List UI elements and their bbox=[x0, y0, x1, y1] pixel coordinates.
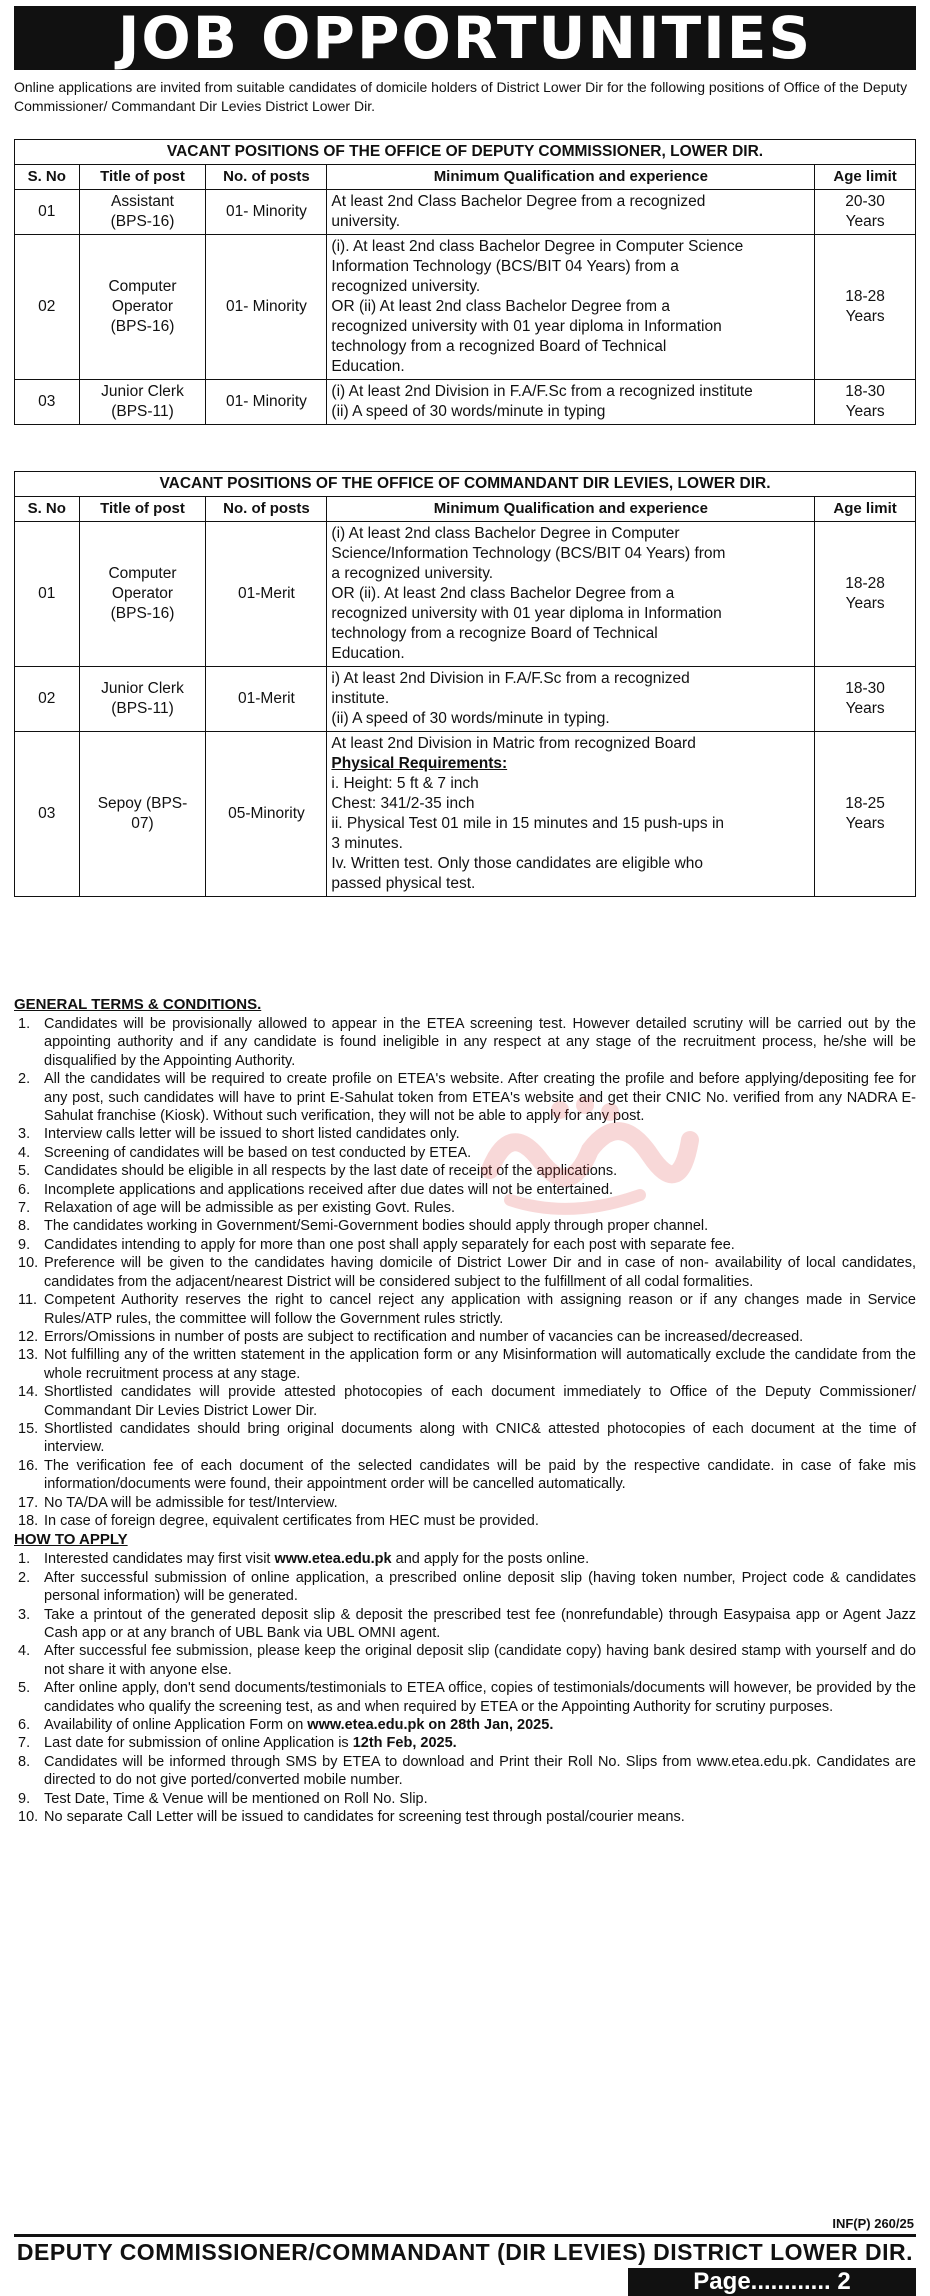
header-qualification: Minimum Qualification and experience bbox=[327, 165, 815, 190]
term-number: 17. bbox=[18, 1494, 39, 1511]
title-line: Junior Clerk bbox=[101, 680, 184, 697]
term-text: Interview calls letter will be issued to short listed candidates only. bbox=[44, 1126, 460, 1143]
term-number: 10. bbox=[18, 1255, 39, 1272]
qual-line: OR (ii). At least 2nd class Bachelor Degree from a bbox=[331, 585, 675, 602]
cell-qualification bbox=[327, 732, 815, 897]
term-item bbox=[14, 1254, 916, 1291]
title-line: Computer bbox=[108, 565, 177, 582]
term-number: 16. bbox=[18, 1457, 39, 1474]
header-title: Title of post bbox=[79, 165, 206, 190]
cell-sno: 02 bbox=[15, 667, 80, 732]
term-text: The candidates working in Government/Semi-Government bodies should apply through proper channel. bbox=[44, 1218, 709, 1235]
howto-text: and apply for the posts online. bbox=[391, 1551, 590, 1568]
term-text: No TA/DA will be admissible for test/Interview. bbox=[44, 1494, 338, 1511]
inf-code: INF(P) 260/25 bbox=[832, 2216, 914, 2231]
howto-number: 8. bbox=[18, 1753, 31, 1770]
howto-heading: HOW TO APPLY bbox=[14, 1531, 128, 1549]
howto-text: Interested candidates may first visit bbox=[44, 1551, 275, 1568]
cell-posts: 05-Minority bbox=[206, 732, 327, 897]
qual-line: Information Technology (BCS/BIT 04 Years) from a bbox=[331, 258, 679, 275]
howto-item bbox=[14, 1808, 916, 1826]
title-line: Computer bbox=[108, 278, 177, 295]
qual-line: a recognized university. bbox=[331, 565, 494, 582]
intro-paragraph: Online applications are invited from suitable candidates of domicile holders of District Lower Dir for the following positions of Office of the Deputy Commissioner/ Commandant Dir Levies District Lower Dir. bbox=[14, 79, 908, 114]
howto-number: 6. bbox=[18, 1717, 31, 1734]
table-row bbox=[15, 190, 916, 235]
term-item bbox=[14, 1015, 916, 1070]
howto-item bbox=[14, 1550, 916, 1568]
section-heading: VACANT POSITIONS OF THE OFFICE OF COMMANDANT DIR LEVIES, LOWER DIR. bbox=[15, 472, 916, 497]
cell-sno: 03 bbox=[15, 380, 80, 425]
qual-line: recognized university with 01 year diploma in Information bbox=[331, 318, 722, 335]
age-line: Years bbox=[845, 595, 885, 612]
qual-line: i) At least 2nd Division in F.A/F.Sc from a recognized bbox=[331, 670, 690, 687]
qual-line: passed physical test. bbox=[331, 875, 476, 892]
cell-qualification bbox=[327, 190, 815, 235]
cell-title bbox=[79, 380, 206, 425]
qual-line: (i) At least 2nd class Bachelor Degree in Computer bbox=[331, 525, 680, 542]
jobs-table-commandant-levies bbox=[14, 471, 916, 897]
header-sno: S. No bbox=[15, 497, 80, 522]
qual-line: institute. bbox=[331, 690, 390, 707]
howto-text: Availability of online Application Form on bbox=[44, 1717, 308, 1734]
term-item bbox=[14, 1383, 916, 1420]
table-row bbox=[15, 732, 916, 897]
howto-text: Test Date, Time & Venue will be mentioned on Roll No. Slip. bbox=[44, 1790, 428, 1807]
header-qualification: Minimum Qualification and experience bbox=[327, 497, 815, 522]
qual-line: (ii) A speed of 30 words/minute in typing. bbox=[331, 710, 610, 727]
qual-line: recognized university with 01 year diploma in Information bbox=[331, 605, 722, 622]
qual-line: Chest: 341/2-35 inch bbox=[331, 795, 475, 812]
term-number: 9. bbox=[18, 1236, 31, 1253]
qual-line: Iv. Written test. Only those candidates are eligible who bbox=[331, 855, 704, 872]
qual-line: university. bbox=[331, 213, 401, 230]
term-item bbox=[14, 1162, 916, 1180]
age-line: 18-25 bbox=[845, 795, 885, 812]
term-number: 11. bbox=[18, 1292, 38, 1309]
term-text: Shortlisted candidates should bring original documents along with CNIC& attested photocopies of each document at the time of interview. bbox=[44, 1420, 916, 1456]
title-line: (BPS-16) bbox=[110, 605, 175, 622]
howto-number: 7. bbox=[18, 1735, 31, 1752]
howto-item bbox=[14, 1642, 916, 1679]
qual-line: technology from a recognized Board of Technical bbox=[331, 338, 667, 355]
term-number: 14. bbox=[18, 1384, 39, 1401]
age-line: 18-28 bbox=[845, 575, 885, 592]
term-item bbox=[14, 1199, 916, 1217]
term-number: 12. bbox=[18, 1328, 39, 1345]
howto-number: 1. bbox=[18, 1551, 31, 1568]
cell-qualification bbox=[327, 522, 815, 667]
term-item bbox=[14, 1346, 916, 1383]
howto-number: 10. bbox=[18, 1809, 39, 1826]
header-posts: No. of posts bbox=[206, 497, 327, 522]
term-number: 13. bbox=[18, 1347, 39, 1364]
howto-text: After successful submission of online application, a prescribed online deposit slip (having token number, Project code & candidates personal information) will be generated. bbox=[44, 1569, 916, 1605]
term-item bbox=[14, 1236, 916, 1254]
howto-list bbox=[14, 1550, 916, 1826]
term-number: 7. bbox=[18, 1200, 31, 1217]
title-line: (BPS-16) bbox=[110, 318, 175, 335]
term-text: Competent Authority reserves the right to cancel reject any application with assigning reason or if any changes made in Service Rules/ATP rules, the committee will follow the Government rules strictly. bbox=[44, 1292, 916, 1327]
cell-title bbox=[79, 235, 206, 380]
age-line: Years bbox=[845, 213, 885, 230]
table-header-row bbox=[15, 497, 916, 522]
term-number: 5. bbox=[18, 1163, 31, 1180]
howto-highlight: 12th Feb, 2025. bbox=[352, 1735, 457, 1752]
term-text: Preference will be given to the candidates having domicile of District Lower Dir and in case of non- availability of local candidates, candidates from the adjacent/nearest District will be considered subject to the fulfillment of all codal formalities. bbox=[44, 1255, 916, 1290]
howto-item bbox=[14, 1734, 916, 1752]
age-line: Years bbox=[845, 815, 885, 832]
age-line: 18-30 bbox=[845, 383, 885, 400]
term-item bbox=[14, 1457, 916, 1494]
howto-text: After successful fee submission, please keep the original deposit slip (candidate copy) having bank desired stamp with yourself and do not share it with anyone else. bbox=[44, 1643, 916, 1678]
howto-number: 3. bbox=[18, 1606, 31, 1623]
term-item bbox=[14, 1420, 916, 1457]
howto-item bbox=[14, 1790, 916, 1808]
howto-number: 5. bbox=[18, 1680, 31, 1697]
jobs-table-deputy-commissioner bbox=[14, 139, 916, 425]
age-line: Years bbox=[845, 308, 885, 325]
term-text: Relaxation of age will be admissible as per existing Govt. Rules. bbox=[44, 1200, 456, 1217]
age-line: 18-28 bbox=[845, 288, 885, 305]
qual-line: Education. bbox=[331, 645, 405, 662]
cell-qualification bbox=[327, 235, 815, 380]
cell-age bbox=[815, 190, 916, 235]
howto-item bbox=[14, 1753, 916, 1790]
title-line: Operator bbox=[111, 585, 174, 602]
age-line: Years bbox=[845, 700, 885, 717]
term-item bbox=[14, 1328, 916, 1346]
term-item bbox=[14, 1291, 916, 1328]
cell-age bbox=[815, 380, 916, 425]
term-text: Shortlisted candidates will provide attested photocopies of each document immediately to Office of the Deputy Commissioner/ Commandant Dir Levies District Lower Dir. bbox=[44, 1384, 916, 1419]
term-item bbox=[14, 1144, 916, 1162]
terms-section bbox=[14, 995, 916, 1826]
terms-list bbox=[14, 1015, 916, 1530]
term-text: Candidates should be eligible in all respects by the last date of receipt of the applications. bbox=[44, 1163, 618, 1180]
header-age: Age limit bbox=[815, 497, 916, 522]
title-line: (BPS-16) bbox=[110, 213, 175, 230]
term-text: Not fulfilling any of the written statement in the application form or any Misinformation will automatically exclude the candidate from the whole recruitment process at any stage. bbox=[44, 1347, 916, 1382]
age-line: Years bbox=[845, 403, 885, 420]
qual-line: ii. Physical Test 01 mile in 15 minutes and 15 push-ups in bbox=[331, 815, 725, 832]
term-number: 4. bbox=[18, 1144, 31, 1161]
qual-line: (i). At least 2nd class Bachelor Degree in Computer Science bbox=[331, 238, 744, 255]
cell-title bbox=[79, 732, 206, 897]
howto-highlight: www.etea.edu.pk on 28th Jan, 2025. bbox=[307, 1717, 554, 1734]
qual-line: (ii) A speed of 30 words/minute in typing bbox=[331, 403, 606, 420]
title-line: Junior Clerk bbox=[101, 383, 184, 400]
cell-posts: 01- Minority bbox=[206, 380, 327, 425]
cell-posts: 01- Minority bbox=[206, 235, 327, 380]
ad-title: JOB OPPORTUNITIES bbox=[14, 6, 916, 70]
title-line: 07) bbox=[131, 815, 154, 832]
howto-text: Candidates will be informed through SMS by ETEA to download and Print their Roll No. Slips from www.etea.edu.pk. Candidates are directed to do not give ported/converted mobile number. bbox=[44, 1753, 916, 1789]
header-sno: S. No bbox=[15, 165, 80, 190]
cell-age bbox=[815, 522, 916, 667]
cell-sno: 01 bbox=[15, 522, 80, 667]
term-number: 15. bbox=[18, 1420, 39, 1437]
cell-posts: 01- Minority bbox=[206, 190, 327, 235]
cell-sno: 03 bbox=[15, 732, 80, 897]
header-posts: No. of posts bbox=[206, 165, 327, 190]
term-number: 8. bbox=[18, 1218, 31, 1235]
footer-authority: DEPUTY COMMISSIONER/COMMANDANT (DIR LEVIES) DISTRICT LOWER DIR. bbox=[14, 2234, 916, 2261]
howto-item bbox=[14, 1569, 916, 1606]
cell-qualification bbox=[327, 380, 815, 425]
howto-item bbox=[14, 1679, 916, 1716]
qual-line: OR (ii) At least 2nd class Bachelor Degree from a bbox=[331, 298, 670, 315]
table-row bbox=[15, 667, 916, 732]
howto-highlight: www.etea.edu.pk bbox=[274, 1551, 392, 1568]
qual-line: 3 minutes. bbox=[331, 835, 403, 852]
howto-text: Take a printout of the generated deposit slip & deposit the prescribed test fee (nonrefundable) through Easypaisa app or Agent Jazz Cash app or at any branch of UBL Bank via UBL OMNI agent. bbox=[44, 1606, 916, 1641]
qual-line: (i) At least 2nd Division in F.A/F.Sc from a recognized institute bbox=[331, 383, 753, 400]
table-row bbox=[15, 380, 916, 425]
qual-line: At least 2nd Division in Matric from recognized Board bbox=[331, 735, 696, 752]
physical-requirements-heading: Physical Requirements: bbox=[331, 755, 508, 772]
cell-sno: 02 bbox=[15, 235, 80, 380]
howto-number: 4. bbox=[18, 1643, 31, 1660]
qual-line: Education. bbox=[331, 358, 405, 375]
qual-line: recognized university. bbox=[331, 278, 481, 295]
qual-line: At least 2nd Class Bachelor Degree from a recognized bbox=[331, 193, 706, 210]
terms-heading: GENERAL TERMS & CONDITIONS. bbox=[14, 996, 262, 1013]
term-item bbox=[14, 1217, 916, 1235]
term-text: All the candidates will be required to create profile on ETEA's website. After creating the profile and before applying/depositing fee for any post, such candidates will have to print E-Sahulat token from ETEA's website and get their CNIC No. verified from any NADRA E-Sahulat franchise (Kiosk). Without such verification, they will not be able to apply for any post. bbox=[44, 1071, 916, 1125]
cell-posts: 01-Merit bbox=[206, 522, 327, 667]
table-header-row bbox=[15, 165, 916, 190]
watermark-logo bbox=[470, 1080, 700, 1230]
term-item bbox=[14, 1494, 916, 1512]
title-line: (BPS-11) bbox=[111, 700, 174, 717]
term-number: 3. bbox=[18, 1126, 31, 1143]
term-text: Incomplete applications and applications received after due dates will not be entertained. bbox=[44, 1181, 614, 1198]
title-line: Operator bbox=[111, 298, 174, 315]
term-item bbox=[14, 1070, 916, 1125]
term-number: 1. bbox=[18, 1016, 31, 1032]
term-text: The verification fee of each document of the selected candidates will be paid by the respective candidate. in case of fake mis information/documents were found, their appointment order will be cancelled automatically. bbox=[44, 1457, 916, 1493]
cell-age bbox=[815, 235, 916, 380]
term-number: 6. bbox=[18, 1181, 31, 1198]
cell-qualification bbox=[327, 667, 815, 732]
cell-age bbox=[815, 732, 916, 897]
howto-item bbox=[14, 1716, 916, 1734]
term-text: Errors/Omissions in number of posts are subject to rectification and number of vacancies can be increased/decreased. bbox=[44, 1328, 804, 1345]
cell-age bbox=[815, 667, 916, 732]
age-line: 18-30 bbox=[845, 680, 885, 697]
term-text: Candidates intending to apply for more than one post shall apply separately for each post with separate fee. bbox=[44, 1236, 735, 1253]
term-text: Candidates will be provisionally allowed to appear in the ETEA screening test. However detailed scrutiny will be carried out by the appointing authority and if any candidate is found ineligible in any respect at any stage of the recruitment process, he/she will be disqualified by the Appointing Authority. bbox=[44, 1016, 916, 1069]
howto-number: 2. bbox=[18, 1569, 31, 1586]
header-title: Title of post bbox=[79, 497, 206, 522]
qual-line: technology from a recognize Board of Technical bbox=[331, 625, 658, 642]
term-item bbox=[14, 1181, 916, 1199]
header-age: Age limit bbox=[815, 165, 916, 190]
qual-line: i. Height: 5 ft & 7 inch bbox=[331, 775, 479, 792]
cell-title bbox=[79, 667, 206, 732]
title-line: Assistant bbox=[111, 193, 174, 210]
term-text: In case of foreign degree, equivalent certificates from HEC must be provided. bbox=[44, 1512, 539, 1529]
howto-text: Last date for submission of online Application is bbox=[44, 1735, 353, 1752]
howto-number: 9. bbox=[18, 1790, 31, 1807]
table-row bbox=[15, 522, 916, 667]
cell-posts: 01-Merit bbox=[206, 667, 327, 732]
table-row bbox=[15, 235, 916, 380]
term-text: Screening of candidates will be based on test conducted by ETEA. bbox=[44, 1144, 472, 1161]
howto-text: No separate Call Letter will be issued to candidates for screening test through postal/courier means. bbox=[44, 1809, 685, 1826]
cell-title bbox=[79, 522, 206, 667]
howto-item bbox=[14, 1606, 916, 1643]
term-number: 18. bbox=[18, 1512, 39, 1529]
age-line: 20-30 bbox=[845, 193, 885, 210]
title-line: Sepoy (BPS- bbox=[97, 795, 188, 812]
term-item bbox=[14, 1512, 916, 1530]
howto-text: After online apply, don't send documents/testimonials to ETEA office, copies of testimonials/documents will however, be provided by the candidates who qualify the screening test, as and when required by ETEA or the Appointing Authority for scrutiny purposes. bbox=[44, 1680, 916, 1715]
section-heading: VACANT POSITIONS OF THE OFFICE OF DEPUTY COMMISSIONER, LOWER DIR. bbox=[15, 140, 916, 165]
qual-line: Science/Information Technology (BCS/BIT 04 Years) from bbox=[331, 545, 726, 562]
title-line: (BPS-11) bbox=[111, 403, 174, 420]
cell-sno: 01 bbox=[15, 190, 80, 235]
cell-title bbox=[79, 190, 206, 235]
term-number: 2. bbox=[18, 1071, 31, 1088]
term-item bbox=[14, 1125, 916, 1143]
page-number-label: Page............ 2 bbox=[628, 2268, 916, 2296]
